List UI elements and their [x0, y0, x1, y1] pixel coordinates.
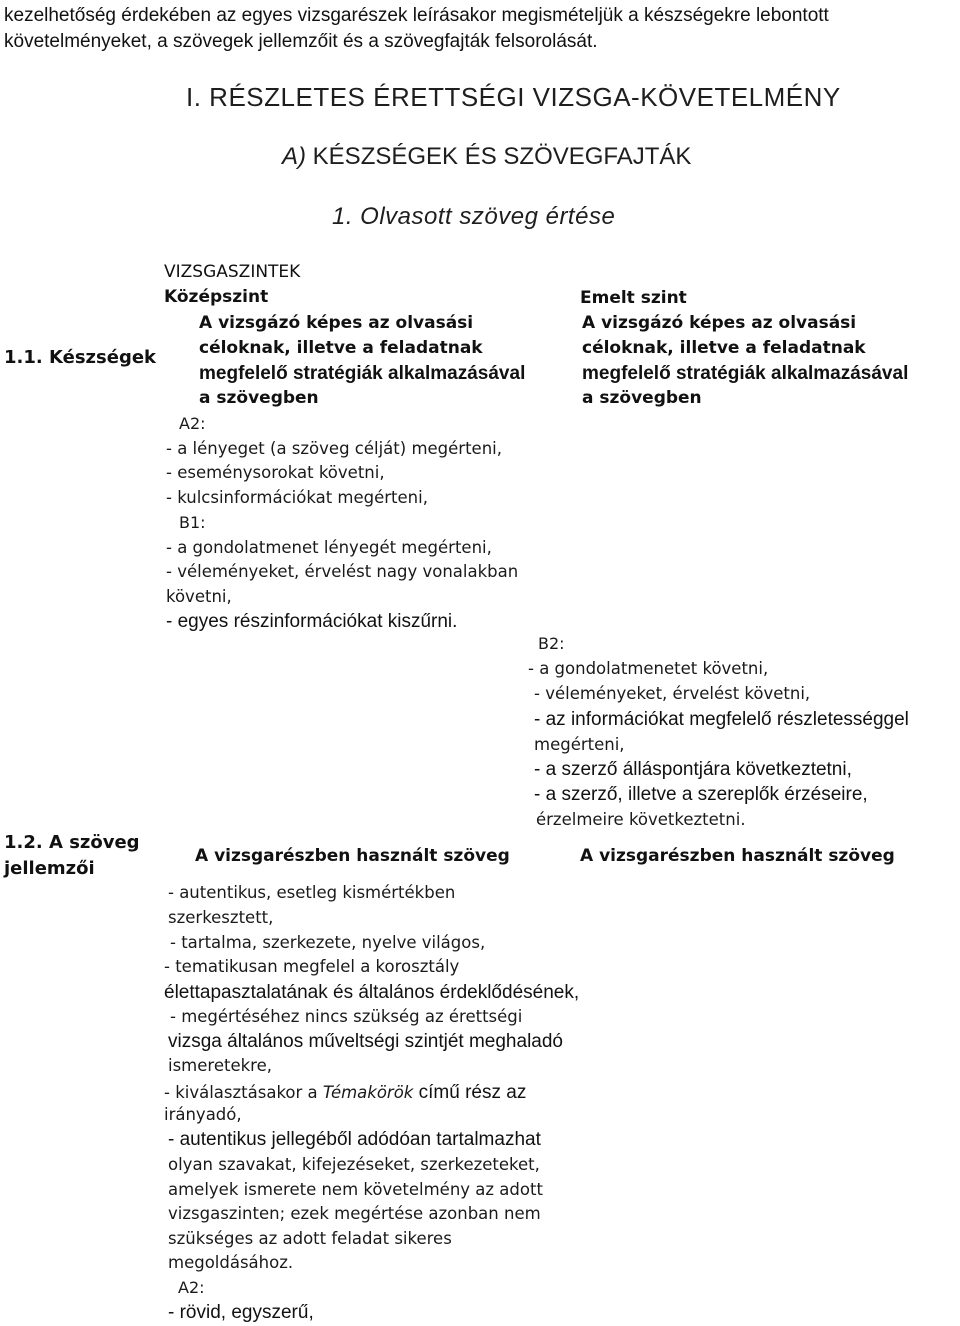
text-feature-line: szerkesztett, — [168, 908, 274, 927]
levels-header: VIZSGASZINTEK — [164, 262, 301, 282]
mid-intro-line-3: megfelelő stratégiák alkalmazásával — [199, 363, 526, 384]
intro-line-1: kezelhetőség érdekében az egyes vizsgarészek leírásakor megismételjük a készségekre lebontott — [4, 5, 829, 26]
b2-skill-item: - a szerző álláspontjára következtetni, — [534, 759, 852, 780]
text-feature-topics-ref: Témakörök — [322, 1083, 414, 1102]
intro-line-2: követelményeket, a szövegek jellemzőit és a szövegfajták felsorolását. — [4, 31, 598, 52]
section-heading-rest: KÉSZSÉGEK ÉS SZÖVEGFAJTÁK — [306, 143, 692, 170]
high-text-used-title: A vizsgarészben használt szöveg — [580, 846, 895, 866]
text-feature-line: olyan szavakat, kifejezéseket, szerkezeteket, — [168, 1155, 540, 1174]
b1-skill-item: - egyes részinformációkat kiszűrni. — [166, 611, 458, 632]
b2-skill-item: megérteni, — [534, 735, 625, 754]
high-intro-line-4: a szövegben — [582, 388, 702, 408]
b2-skills-label: B2: — [538, 634, 565, 653]
text-feature-line: irányadó, — [164, 1105, 242, 1124]
text-features-label-1: 1.2. A szöveg — [4, 832, 140, 853]
mid-level-title: Középszint — [164, 287, 269, 307]
b1-skill-item: követni, — [166, 587, 232, 606]
text-feature-line: amelyek ismerete nem követelmény az adott — [168, 1180, 543, 1199]
text-feature-line: vizsgaszinten; ezek megértése azonban nem — [168, 1204, 541, 1223]
b2-skill-item: - véleményeket, érvelést követni, — [534, 684, 811, 703]
text-feature-line: szükséges az adott feladat sikeres — [168, 1229, 452, 1248]
section-heading — [282, 145, 691, 169]
mid-intro-line-2: céloknak, illetve a feladatnak — [199, 338, 483, 358]
b1-skill-item: - véleményeket, érvelést nagy vonalakban — [166, 562, 519, 581]
text-feature-line: megoldásához. — [168, 1253, 294, 1272]
text-feature-segment: - kiválasztásakor a — [164, 1083, 323, 1102]
main-heading: I. RÉSZLETES ÉRETTSÉGI VIZSGA-KÖVETELMÉNY — [186, 82, 841, 112]
high-intro-line-2: céloknak, illetve a feladatnak — [582, 338, 866, 358]
section-heading-prefix: A) — [282, 143, 306, 170]
mid-text-used-title: A vizsgarészben használt szöveg — [195, 846, 510, 866]
text-features-a2-label: A2: — [178, 1278, 205, 1297]
text-feature-line: - tematikusan megfelel a korosztály — [164, 957, 460, 976]
high-intro-line-1: A vizsgázó képes az olvasási — [582, 313, 857, 333]
text-feature-line: - tartalma, szerkezete, nyelve világos, — [170, 933, 486, 952]
b2-skill-item: - a gondolatmenetet követni, — [528, 659, 769, 678]
mid-intro-line-4: a szövegben — [199, 388, 319, 408]
text-feature-line: - autentikus jellegéből adódóan tartalmazhat — [168, 1129, 541, 1150]
b2-skill-item: - az információkat megfelelő részletességgel — [534, 709, 909, 730]
b1-skill-item: - a gondolatmenet lényegét megérteni, — [166, 538, 492, 557]
b2-skill-item: érzelmeire következtetni. — [536, 810, 746, 829]
high-intro-line-3: megfelelő stratégiák alkalmazásával — [582, 363, 909, 384]
a2-skill-item: - eseménysorokat követni, — [166, 463, 385, 482]
skills-label: 1.1. Készségek — [4, 347, 157, 368]
mid-intro-line-1: A vizsgázó képes az olvasási — [199, 313, 474, 333]
text-feature-segment: című rész az — [413, 1082, 527, 1103]
text-feature-line: - megértéséhez nincs szükség az érettségi — [170, 1007, 523, 1026]
a2-skill-item: - kulcsinformációkat megérteni, — [166, 488, 428, 507]
b2-skill-item: - a szerző, illetve a szereplők érzéseire, — [534, 784, 868, 805]
high-level-title: Emelt szint — [580, 288, 687, 308]
text-features-label-2: jellemzői — [4, 858, 95, 879]
text-feature-line: ismeretekre, — [168, 1056, 272, 1075]
b1-skills-label: B1: — [179, 513, 206, 532]
text-feature-line: - autentikus, esetleg kismértékben — [168, 883, 456, 902]
a2-skills-label: A2: — [179, 414, 206, 433]
text-feature-line — [164, 1083, 526, 1102]
subsection-heading: 1. Olvasott szöveg értése — [332, 203, 616, 230]
a2-skill-item: - a lényeget (a szöveg célját) megérteni, — [166, 439, 502, 458]
text-feature-line: - rövid, egyszerű, — [168, 1302, 314, 1323]
text-feature-line: vizsga általános műveltségi szintjét meghaladó — [168, 1031, 563, 1052]
text-feature-line: élettapasztalatának és általános érdeklődésének, — [164, 982, 580, 1003]
